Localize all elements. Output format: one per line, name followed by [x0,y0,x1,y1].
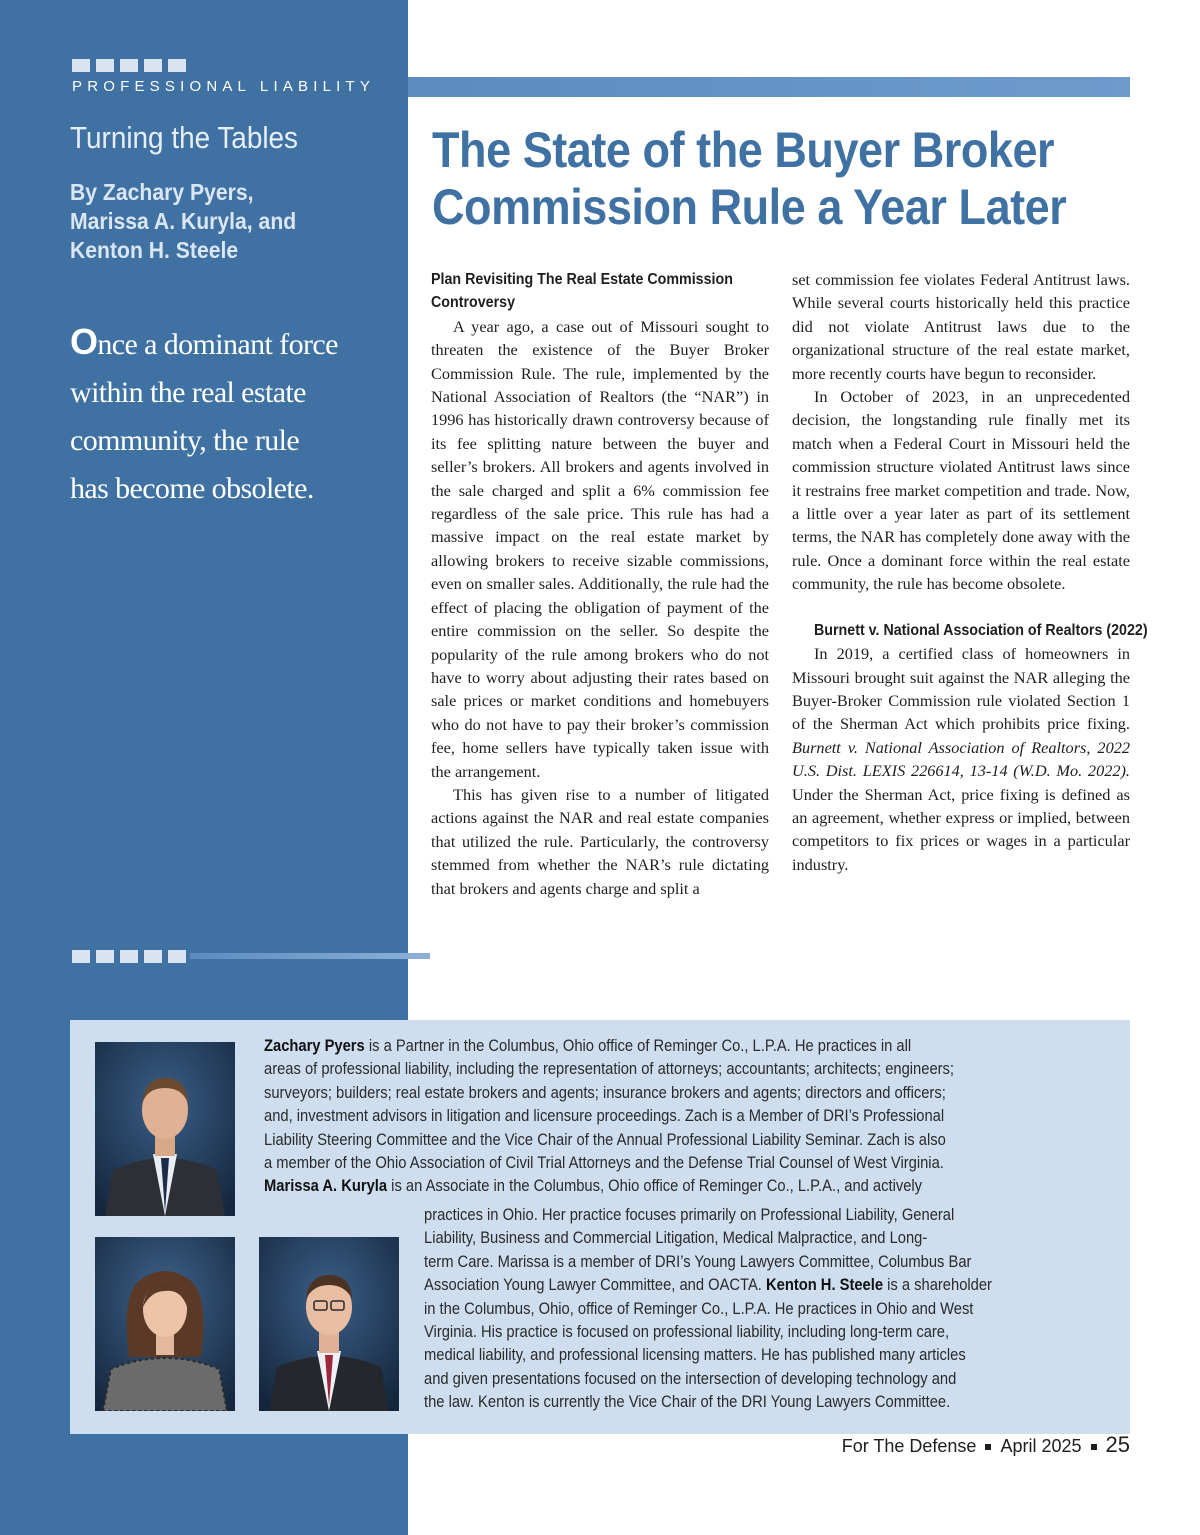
issue-date: April 2025 [1000,1436,1082,1456]
bio-text: a member of the Ohio Association of Civil Trial Attorneys and the Defense Trial Counsel of West Virginia. [264,1154,944,1173]
pull-quote-line: within the real estate [70,376,306,409]
article-paragraph: This has given rise to a number of litigated actions against the NAR and real estate companies that utilized the rule. Particularly, the controversy stemmed from whether the NAR’s rule dictating that brokers and agents charge and split a [431,784,769,898]
pull-quote-line: has become obsolete. [70,472,314,505]
author-photo-marissa-kuryla [95,1237,235,1411]
author-photo-kenton-steele [259,1237,399,1411]
article-subheading: Plan Revisiting The Real Estate Commission Controversy [431,271,733,312]
byline-line: By Zachary Pyers, [70,179,254,205]
bio-text: surveyors; builders; real estate brokers and agents; insurance brokers and agents; directors and officers; [264,1083,946,1102]
bio-text: the law. Kenton is currently the Vice Chair of the DRI Young Lawyers Committee. [424,1393,951,1412]
headline-line: The State of the Buyer Broker [432,122,1055,178]
headline-line: Commission Rule a Year Later [432,179,1067,235]
author-bio-lower [424,1204,1048,1415]
bio-text: and, investment advisors in litigation and licensure proceedings. Zach is a Member of DRI’s Professional [264,1107,945,1126]
paragraph-text: In 2019, a certified class of homeowners in Missouri brought suit against the NAR alleging the Buyer-Broker Commission rule violated Section 1 of the Sherman Act which prohibits price fixing. [792,644,1130,734]
bio-text: term Care. Marissa is a member of DRI’s Young Lawyers Committee, Columbus Bar [424,1252,972,1271]
bio-text: in the Columbus, Ohio, office of Reminger Co., L.P.A. He practices in Ohio and West [424,1299,974,1318]
kicker-title: Turning the Tables [70,120,298,155]
pull-quote [70,318,390,513]
article-column-left [431,268,769,900]
byline [70,178,390,265]
article-headline [432,122,1152,236]
decorative-squares-top [72,59,186,72]
bio-text: and given presentations focused on the intersection of developing technology and [424,1369,957,1388]
decorative-squares-bottom [72,950,186,963]
paragraph-text: Under the Sherman Act, price fixing is defined as an agreement, whether express or implied, between competitors to fix prices or wages in a particular industry. [792,784,1130,874]
bio-text: is a Partner in the Columbus, Ohio office of Reminger Co., L.P.A. He practices in all [368,1037,912,1055]
bio-text: Virginia. His practice is focused on professional liability, including long-term care, [424,1323,950,1342]
case-citation: Burnett v. National Association of Realtors, 2022 U.S. Dist. LEXIS 226614, 13-14 (W.D. Mo. 2022). [792,737,1130,781]
bio-text: is an Associate in the Columbus, Ohio office of Reminger Co., L.P.A., and actively [391,1177,923,1196]
page-number: 25 [1105,1432,1130,1457]
byline-line: Marissa A. Kuryla, and [70,208,297,234]
pull-quote-line: community, the rule [70,424,300,457]
bullet-separator [1091,1444,1097,1450]
bio-text: medical liability, and professional licensing matters. He has published many articles [424,1346,966,1365]
bio-text: Association Young Lawyer Committee, and OACTA. [424,1276,762,1295]
article-paragraph: set commission fee violates Federal Antitrust laws. While several courts historically held this practice did not violate Antitrust laws due to the organizational structure of the real estate market, more recently courts have begun to reconsider. [792,270,1130,383]
author-photo-zachary-pyers [95,1042,235,1216]
article-paragraph [792,642,1130,876]
article-column-right [792,268,1148,876]
article-subheading: Burnett v. National Association of Realtors (2022) [814,621,1148,639]
bio-text: is a shareholder [887,1276,992,1295]
bio-text: Liability, Business and Commercial Litigation, Medical Malpractice, and Long- [424,1229,928,1248]
author-name: Zachary Pyers [264,1037,365,1055]
pull-quote-line: nce a dominant force [97,328,338,361]
publication-name: For The Defense [841,1436,977,1456]
section-label: PROFESSIONAL LIABILITY [72,78,376,95]
byline-line: Kenton H. Steele [70,237,239,263]
author-name: Kenton H. Steele [765,1276,884,1295]
bullet-separator [985,1444,991,1450]
bio-text: Liability Steering Committee and the Vice Chair of the Annual Professional Liability Seminar. Zach is also [264,1130,946,1149]
decorative-bar-bottom [190,953,430,959]
article-paragraph: A year ago, a case out of Missouri sought to threaten the existence of the Buyer Broker Commission Rule. The rule, implemented by the National Association of Realtors (the “NAR”) in 1996 has historically drawn controversy because of its fee splitting nature between the buyer and seller’s brokers. All brokers and agents involved in the sale charged and split a 6% commission fee regardless of the sale price. This rule has had a massive impact on the real estate market by allowing brokers to receive sizable commissions, even on smaller sales. Additionally, the rule had the effect of placing the obligation of payment of the entire commission on the seller. So despite the popularity of the rule among brokers who do not have to worry about adjusting their rates based on sale prices or market conditions and homebuyers who do not have to pay their broker’s commission fee, home sellers have typically taken issue with the arrangement. [431,316,769,781]
bio-text: areas of professional liability, including the representation of attorneys; accountants; architects; engineers; [264,1060,955,1079]
author-bio-upper [264,1035,1022,1199]
article-paragraph: In October of 2023, in an unprecedented decision, the longstanding rule finally met its match when a Federal Court in Missouri held the commission structure violated Antitrust laws since it restrains free market competition and trade. Now, a little over a year later as part of its settlement terms, the NAR has completely done away with the rule. Once a dominant force within the real estate community, the rule has become obsolete. [792,387,1130,594]
page-footer [842,1432,1130,1458]
bio-text: practices in Ohio. Her practice focuses primarily on Professional Liability, General [424,1206,955,1224]
author-name: Marissa A. Kuryla [264,1177,388,1196]
pull-quote-dropcap: O [70,321,98,362]
